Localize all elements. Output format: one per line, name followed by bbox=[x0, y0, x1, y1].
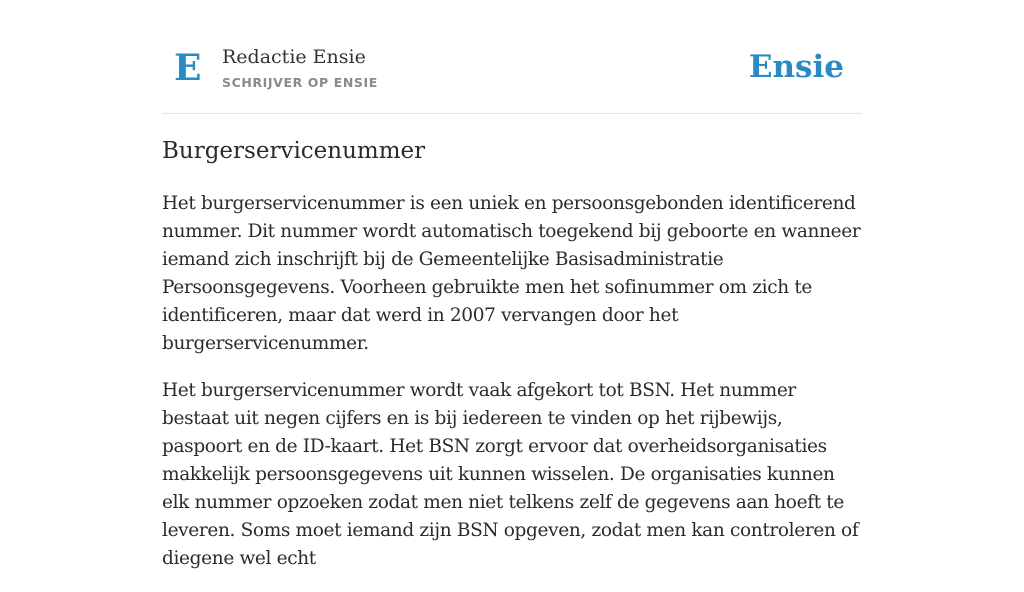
author-role: SCHRIJVER OP ENSIE bbox=[222, 75, 378, 90]
author-header bbox=[162, 0, 862, 114]
article-title: Burgerservicenummer bbox=[162, 138, 426, 164]
author-name[interactable]: Redactie Ensie bbox=[222, 46, 366, 68]
ensie-logo[interactable]: Ensie bbox=[748, 49, 844, 85]
article-paragraph: Het burgerservicenummer wordt vaak afgekort tot BSN. Het nummer bestaat uit negen cijfers en is bij iedereen te vinden op het rijbewijs, paspoort en de ID-kaart. Het BSN zorgt ervoor dat overheidsorganisaties makkelijk persoonsgegevens uit kunnen wisselen. De organisaties kunnen elk nummer opzoeken zodat men niet telkens zelf de gegevens aan hoeft te leveren. Soms moet iemand zijn BSN opgeven, zodat men kan controleren of diegene wel echt bbox=[162, 380, 859, 569]
author-avatar[interactable]: E bbox=[174, 47, 202, 89]
article-body bbox=[162, 190, 862, 592]
article-paragraph: Het burgerservicenummer is een uniek en persoonsgebonden identificerend nummer. Dit nummer wordt automatisch toegekend bij geboorte en wanneer iemand zich inschrijft bij de Gemeentelijke Basisadministratie Persoonsgegevens. Voorheen gebruikte men het sofinummer om zich te identificeren, maar dat werd in 2007 vervangen door het burgerservicenummer. bbox=[162, 193, 861, 354]
